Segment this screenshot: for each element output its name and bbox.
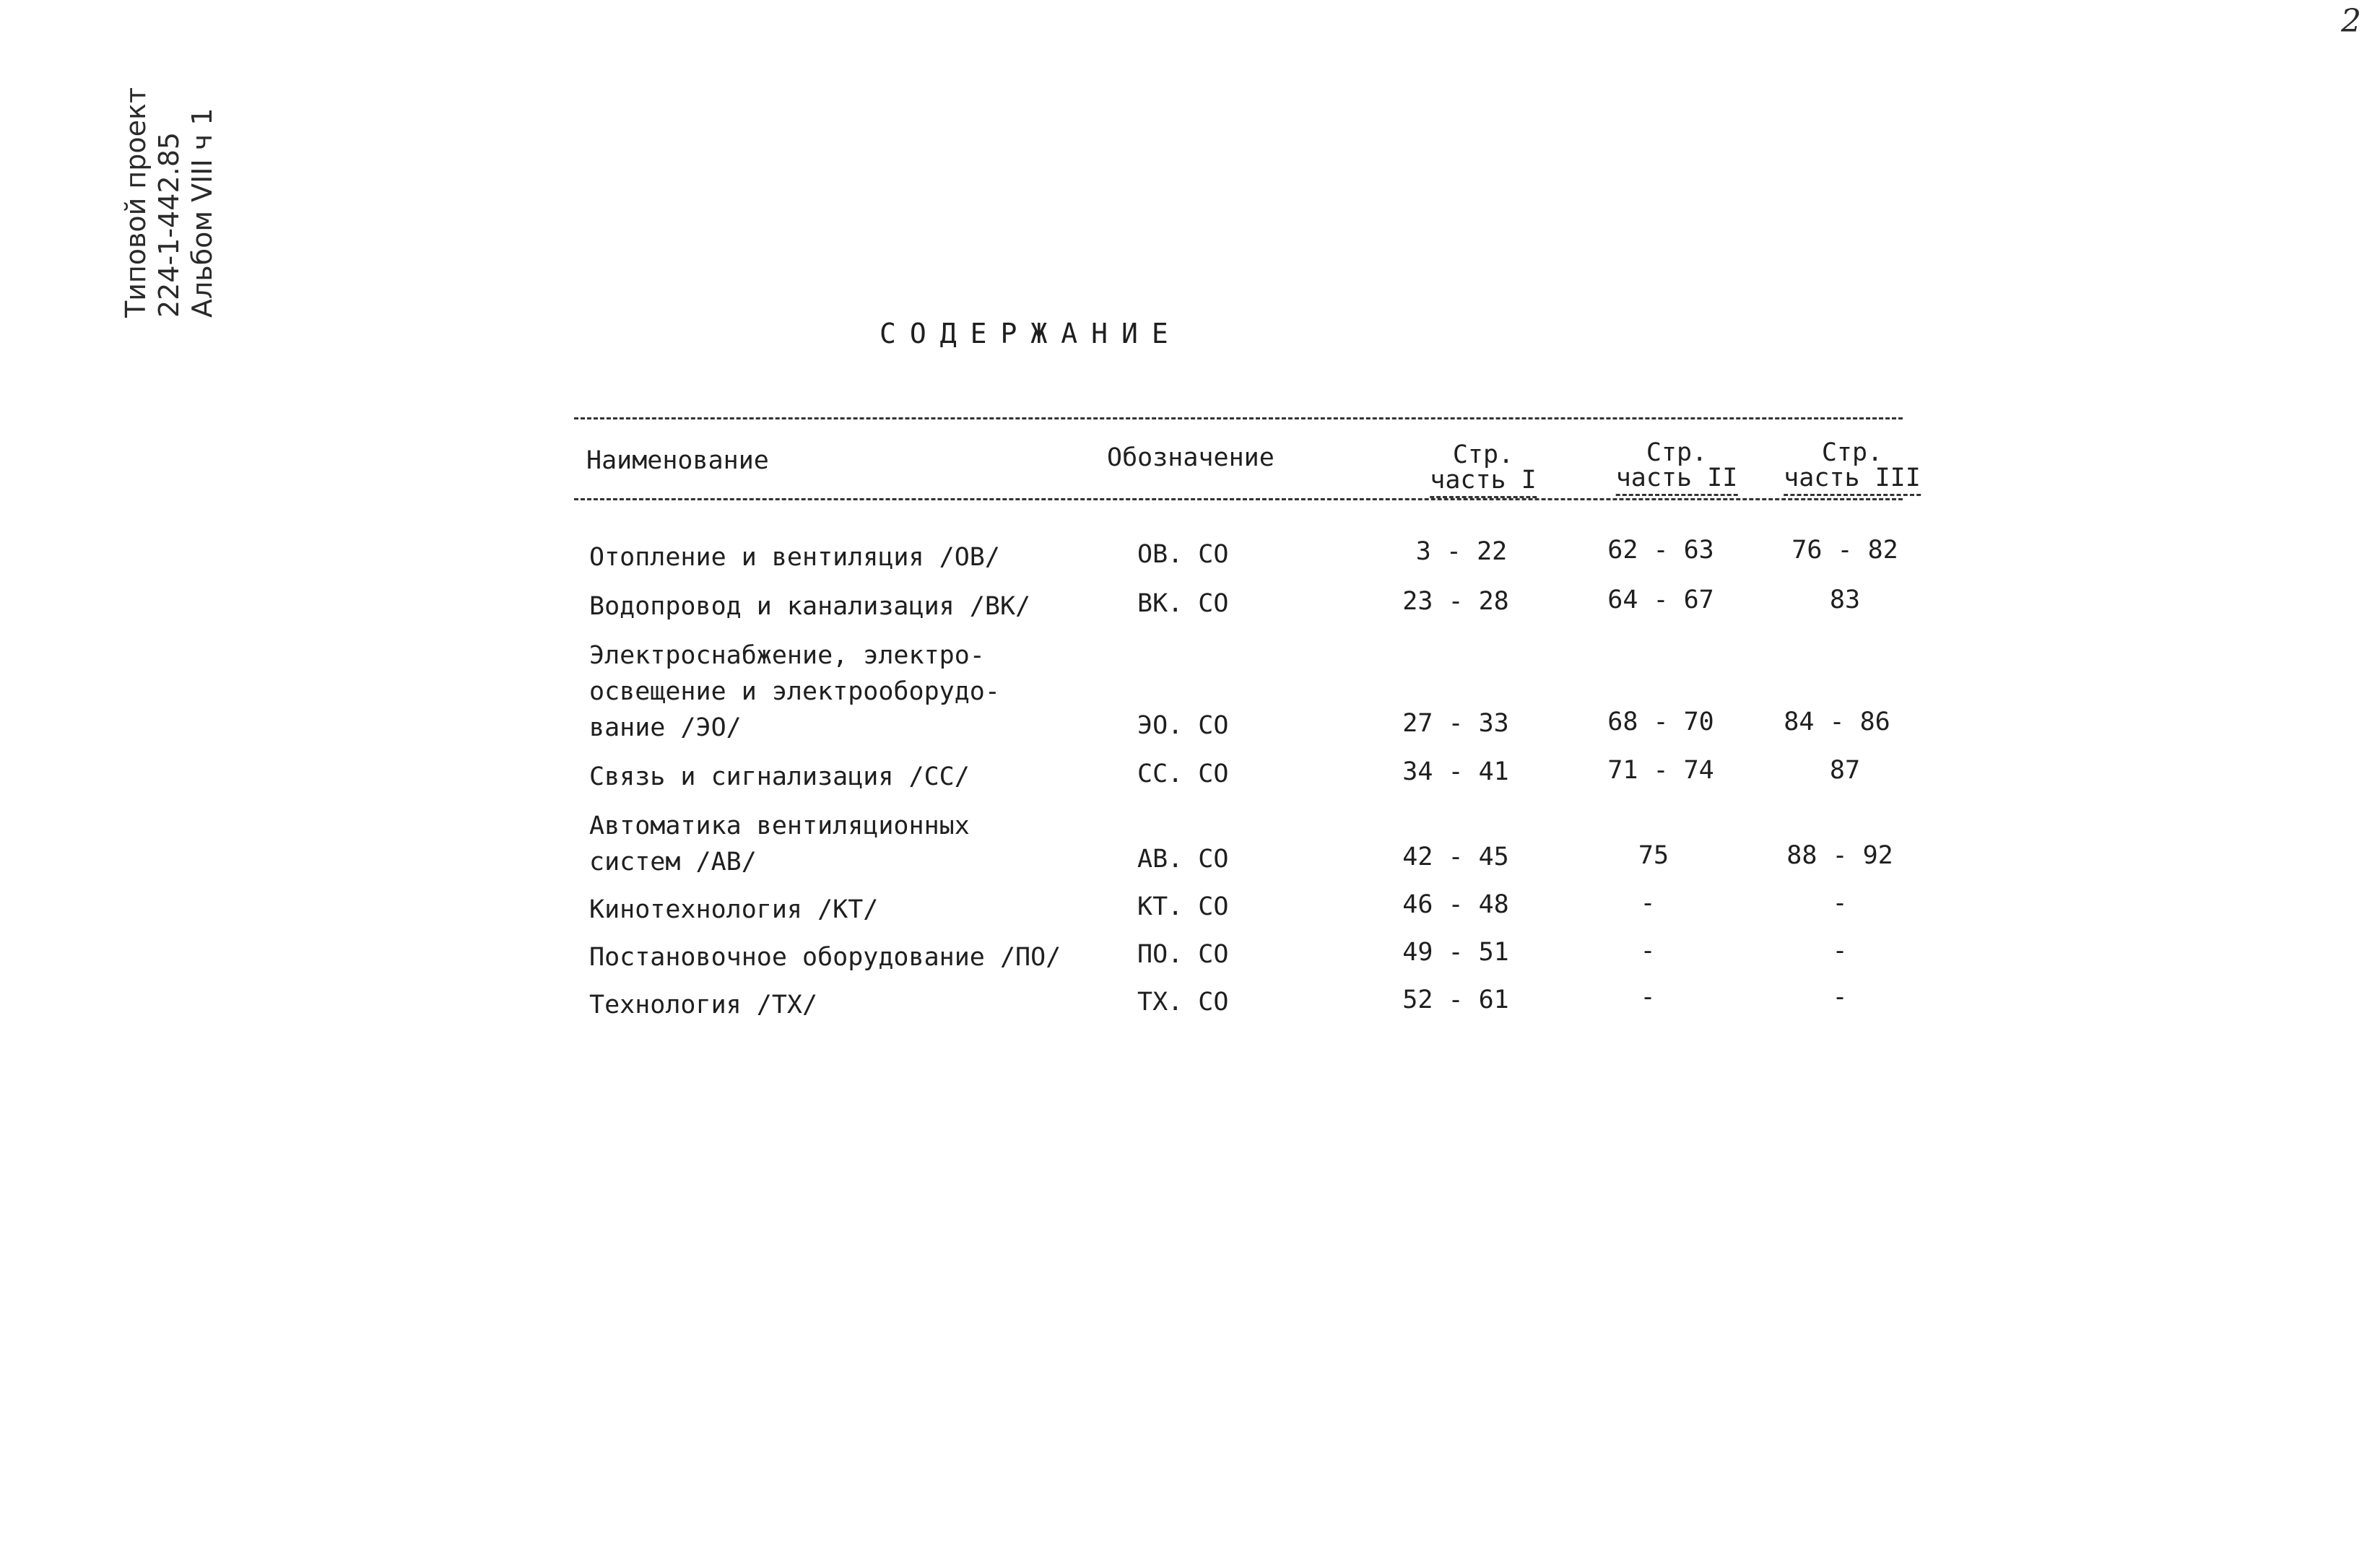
row-code: СС. СО <box>1137 760 1229 788</box>
margin-line-number: 224-1-442.85 <box>153 131 185 318</box>
row-pages-part3: 87 <box>1829 756 1861 785</box>
row-name: Постановочное оборудование /ПО/ <box>589 943 1061 972</box>
row-name-line: освещение и электрооборудо- <box>589 677 1000 706</box>
row-code: ВК. СО <box>1137 589 1229 618</box>
row-pages-part1: 42 - 45 <box>1402 843 1509 871</box>
row-pages-part1: 34 - 41 <box>1402 757 1509 786</box>
header-part1-bottom: часть I <box>1430 466 1537 495</box>
row-pages-part2: 64 - 67 <box>1607 586 1714 614</box>
row-pages-part2: 68 - 70 <box>1607 708 1714 736</box>
table-top-rule <box>574 417 1903 419</box>
row-name-line: вание /ЭО/ <box>589 713 742 742</box>
row-name: Водопровод и канализация /ВК/ <box>589 592 1031 621</box>
header-name: Наименование <box>586 446 769 475</box>
row-code: ОВ. СО <box>1137 540 1229 569</box>
margin-line-album: Альбом VIII ч 1 <box>186 108 218 318</box>
row-pages-part3: 76 - 82 <box>1791 536 1898 565</box>
row-pages-part3: - <box>1832 889 1848 918</box>
header-part3-top: Стр. <box>1821 438 1883 467</box>
row-code: КТ. СО <box>1137 892 1229 921</box>
row-name: Кинотехнология /КТ/ <box>589 895 879 924</box>
header-part1-top: Стр. <box>1452 440 1514 469</box>
header-part2-top: Стр. <box>1646 438 1708 467</box>
row-name: Технология /ТХ/ <box>589 991 818 1019</box>
margin-stamp <box>119 0 218 318</box>
row-name-line: Автоматика вентиляционных <box>589 812 970 840</box>
row-code: ТХ. СО <box>1137 988 1229 1017</box>
header-code: Обозначение <box>1107 443 1274 472</box>
row-pages-part1: 27 - 33 <box>1402 709 1509 738</box>
row-pages-part3: 84 - 86 <box>1784 708 1890 736</box>
header-part3-bottom: часть III <box>1784 464 1921 492</box>
row-pages-part2: 62 - 63 <box>1607 536 1714 565</box>
row-pages-part2: 71 - 74 <box>1607 756 1714 785</box>
row-code: ПО. СО <box>1137 940 1229 969</box>
row-pages-part2: 75 <box>1638 841 1669 870</box>
row-name: Отопление и вентиляция /ОВ/ <box>589 543 1000 572</box>
row-pages-part3: - <box>1832 983 1848 1012</box>
row-pages-part3: 88 - 92 <box>1786 841 1893 870</box>
row-pages-part3: 83 <box>1829 586 1861 614</box>
row-pages-part1: 49 - 51 <box>1402 938 1509 967</box>
row-code: АВ. СО <box>1137 845 1229 874</box>
row-name-line: систем /АВ/ <box>589 848 757 876</box>
row-name: Связь и сигнализация /СС/ <box>589 762 970 791</box>
page-number: 2 <box>2341 3 2361 40</box>
row-code: ЭО. СО <box>1137 711 1229 740</box>
row-pages-part2: - <box>1640 889 1656 918</box>
margin-line-project: Типовой проект <box>120 87 152 318</box>
header-part2-bottom: часть II <box>1616 464 1738 492</box>
row-pages-part1: 23 - 28 <box>1402 587 1509 616</box>
document-title: СОДЕРЖАНИЕ <box>880 318 1182 349</box>
row-pages-part3: - <box>1832 936 1848 965</box>
row-pages-part2: - <box>1640 936 1656 965</box>
row-pages-part2: - <box>1640 983 1656 1012</box>
row-name-line: Электроснабжение, электро- <box>589 641 985 670</box>
row-pages-part1: 52 - 61 <box>1402 986 1509 1014</box>
row-pages-part1: 46 - 48 <box>1402 890 1509 919</box>
table-header-rule <box>574 498 1903 500</box>
row-pages-part1: 3 - 22 <box>1415 537 1508 566</box>
